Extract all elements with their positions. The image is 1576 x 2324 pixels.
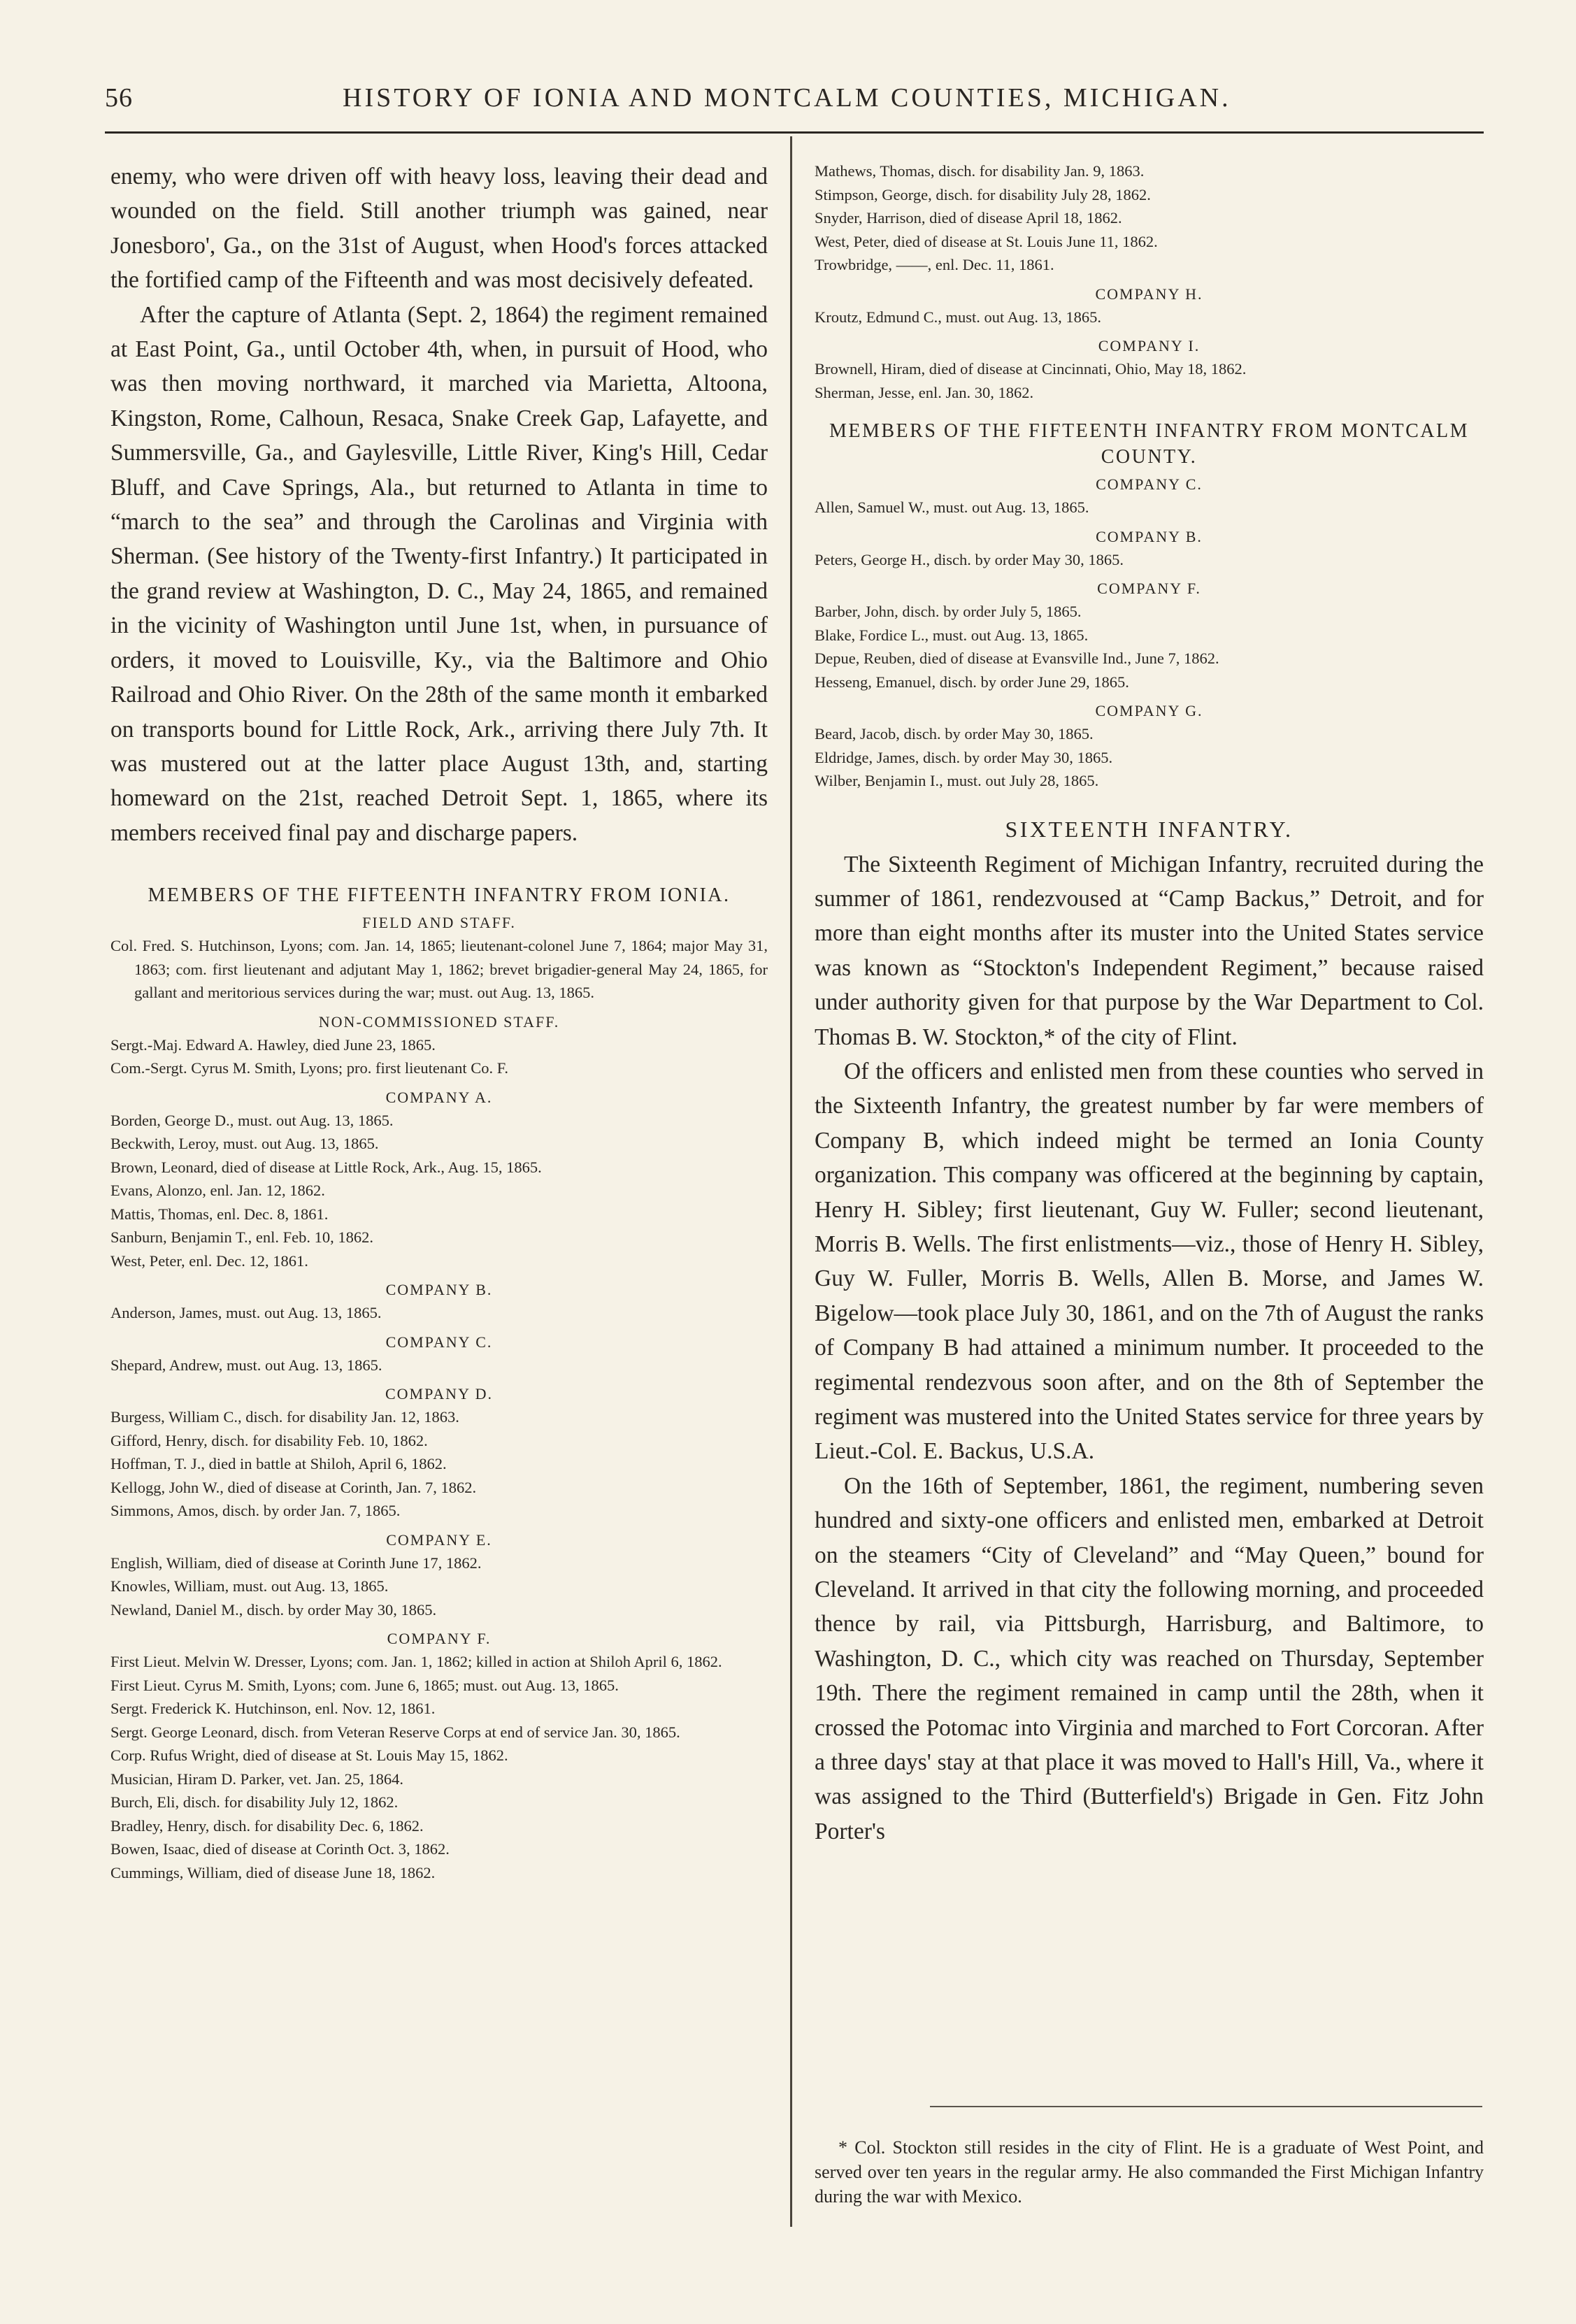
- left-column: [110, 159, 768, 1884]
- roster-entry: Wilber, Benjamin I., must. out July 28, 1865.: [815, 772, 1099, 789]
- company-b-heading: COMPANY B.: [385, 1281, 493, 1299]
- roster-entry: First Lieut. Melvin W. Dresser, Lyons; com. Jan. 1, 1862; killed in action at Shiloh April 6, 1862.: [110, 1653, 722, 1671]
- roster-entry: Cummings, William, died of disease June 18, 1862.: [110, 1863, 436, 1881]
- roster-entry: Hoffman, T. J., died in battle at Shiloh, April 6, 1862.: [110, 1455, 447, 1473]
- roster-entry: Bowen, Isaac, died of disease at Corinth Oct. 3, 1862.: [110, 1840, 450, 1858]
- column-divider: [790, 136, 792, 2227]
- page-number: 56: [105, 83, 133, 113]
- roster-entry: Allen, Samuel W., must. out Aug. 13, 1865.: [815, 498, 1089, 516]
- m-company-g-heading: COMPANY G.: [1095, 702, 1203, 719]
- roster-entry: Newland, Daniel M., disch. by order May 30, 1865.: [110, 1600, 437, 1619]
- body-paragraph: Of the officers and enlisted men from these counties who served in the Sixteenth Infantry, the greatest number by far were members of Company B, which indeed might be termed an Ionia County organization. This company was officered at the beginning by captain, Henry H. Sibley; first lieutenant, Guy W. Fuller; second lieutenant, Morris B. Wells. The first enlistments—viz., those of Henry H. Sibley, Guy W. Fuller, Morris B. Wells, Allen B. Morse, and James W. Bigelow—took place July 30, 1861, and on the 7th of August the ranks of Company B had attained a minimum number. It proceeded to the regimental rendezvous soon after, and on the 8th of September the regiment was mustered into the United States service for three years by Lieut.-Col. E. Backus, U.S.A.: [815, 1058, 1484, 1465]
- roster-entry: Brown, Leonard, died of disease at Little Rock, Ark., Aug. 15, 1865.: [110, 1158, 542, 1176]
- roster-entry: Evans, Alonzo, enl. Jan. 12, 1862.: [110, 1182, 325, 1200]
- ionia-roster-heading: MEMBERS OF THE FIFTEENTH INFANTRY FROM IONIA.: [148, 884, 731, 907]
- footnote: * Col. Stockton still resides in the city of Flint. He is a graduate of West Point, and served over ten years in the regular army. He also commanded the First Michigan Infantry during the war with Mexico.: [815, 2137, 1484, 2207]
- roster-entry: Mathews, Thomas, disch. for disability Jan. 9, 1863.: [815, 162, 1145, 180]
- roster-entry: Depue, Reuben, died of disease at Evansville Ind., June 7, 1862.: [815, 650, 1219, 667]
- roster-entry: Anderson, James, must. out Aug. 13, 1865.: [110, 1304, 382, 1322]
- company-a-heading: COMPANY A.: [385, 1088, 493, 1106]
- body-paragraph: The Sixteenth Regiment of Michigan Infantry, recruited during the summer of 1861, rendezvoused at “Camp Backus,” Detroit, and for more than eight months after its muster into the United States service was known as “Stockton's Independent Regiment,” because raised under authority given for that purpose by the War Department to Col. Thomas B. W. Stockton,* of the city of Flint.: [815, 851, 1484, 1050]
- roster-entry: Kellogg, John W., died of disease at Corinth, Jan. 7, 1862.: [110, 1478, 477, 1496]
- roster-entry: Kroutz, Edmund C., must. out Aug. 13, 1865.: [815, 308, 1101, 326]
- roster-entry: Peters, George H., disch. by order May 30, 1865.: [815, 550, 1124, 568]
- m-company-c-heading: COMPANY C.: [1096, 475, 1203, 493]
- roster-entry: Trowbridge, ——, enl. Dec. 11, 1861.: [815, 256, 1054, 273]
- roster-entry: Borden, George D., must. out Aug. 13, 1865.: [110, 1111, 394, 1129]
- roster-entry: Beard, Jacob, disch. by order May 30, 1865.: [815, 725, 1094, 743]
- roster-entry: English, William, died of disease at Corinth June 17, 1862.: [110, 1554, 482, 1572]
- company-h-heading: COMPANY H.: [1095, 285, 1203, 303]
- roster-entry: Gifford, Henry, disch. for disability Feb. 10, 1862.: [110, 1431, 428, 1449]
- company-d-heading: COMPANY D.: [385, 1385, 494, 1403]
- roster-entry: Mattis, Thomas, enl. Dec. 8, 1861.: [110, 1205, 329, 1223]
- roster-entry: Snyder, Harrison, died of disease April 18, 1862.: [815, 209, 1122, 227]
- company-c-heading: COMPANY C.: [385, 1333, 493, 1351]
- roster-entry: Com.-Sergt. Cyrus M. Smith, Lyons; pro. first lieutenant Co. F.: [110, 1059, 509, 1077]
- sixteenth-infantry-heading: SIXTEENTH INFANTRY.: [1005, 816, 1294, 842]
- body-paragraph: On the 16th of September, 1861, the regiment, numbering seven hundred and sixty-one officers and enlisted men, embarked at Detroit on the steamers “City of Cleveland” and “May Queen,” bound for Cleveland. It arrived in that city the following morning, and proceeded thence by rail, via Pittsburgh, Harrisburg, and Baltimore, to Washington, D. C., which city was reached on Thursday, September 19th. There the regiment remained in camp until the 28th, when it crossed the Potomac into Virginia and marched to Fort Corcoran. After a three days' stay at that place it was moved to Hall's Hill, Va., where it was assigned to the Third (Butterfield's) Brigade in Gen. Fitz John Porter's: [815, 1472, 1484, 1844]
- roster-entry: Sanburn, Benjamin T., enl. Feb. 10, 1862.: [110, 1228, 374, 1247]
- roster-entry: West, Peter, enl. Dec. 12, 1861.: [110, 1251, 308, 1270]
- roster-entry: Eldridge, James, disch. by order May 30, 1865.: [815, 748, 1113, 766]
- roster-entry: Simmons, Amos, disch. by order Jan. 7, 1865.: [110, 1502, 401, 1520]
- roster-entry: Knowles, William, must. out Aug. 13, 1865.: [110, 1577, 389, 1595]
- page-header: [0, 0, 1576, 140]
- roster-entry: Stimpson, George, disch. for disability July 28, 1862.: [815, 185, 1151, 203]
- roster-entry: Hesseng, Emanuel, disch. by order June 29, 1865.: [815, 673, 1129, 691]
- roster-entry: First Lieut. Cyrus M. Smith, Lyons; com. June 6, 1865; must. out Aug. 13, 1865.: [110, 1676, 619, 1694]
- roster-entry: Musician, Hiram D. Parker, vet. Jan. 25, 1864.: [110, 1770, 404, 1788]
- roster-entry: Burgess, William C., disch. for disability Jan. 12, 1863.: [110, 1408, 459, 1426]
- roster-entry: Bradley, Henry, disch. for disability Dec. 6, 1862.: [110, 1816, 424, 1835]
- roster-entry: Blake, Fordice L., must. out Aug. 13, 1865.: [815, 626, 1089, 644]
- roster-entry: Sergt. George Leonard, disch. from Veteran Reserve Corps at end of service Jan. 30, 1865.: [110, 1723, 680, 1741]
- m-company-b-heading: COMPANY B.: [1096, 527, 1203, 545]
- roster-entry: Corp. Rufus Wright, died of disease at St. Louis May 15, 1862.: [110, 1746, 508, 1765]
- body-paragraph: enemy, who were driven off with heavy loss, leaving their dead and wounded on the field. Still another triumph was gained, near Jonesboro', Ga., on the 31st of August, when Hood's forces attacked the fortified camp of the Fifteenth and was most decisively defeated.: [110, 164, 768, 294]
- roster-entry: Sergt. Frederick K. Hutchinson, enl. Nov. 12, 1861.: [110, 1700, 436, 1718]
- company-f-heading: COMPANY F.: [387, 1630, 492, 1648]
- running-title: HISTORY OF IONIA AND MONTCALM COUNTIES, MICHIGAN.: [343, 83, 1231, 113]
- roster-entry: Barber, John, disch. by order July 5, 1865.: [815, 603, 1082, 620]
- m-company-f-heading: COMPANY F.: [1097, 580, 1201, 597]
- right-column: [815, 159, 1484, 1849]
- roster-entry: Beckwith, Leroy, must. out Aug. 13, 1865.: [110, 1135, 379, 1153]
- roster-entry: Col. Fred. S. Hutchinson, Lyons; com. Jan. 14, 1865; lieutenant-colonel June 7, 1864; major May 31, 1863; com. first lieutenant and adjutant May 1, 1862; brevet brigadier-general May 24, 1865, for gallant and meritorious services during the war; must. out Aug. 13, 1865.: [110, 937, 768, 1002]
- roster-entry: Shepard, Andrew, must. out Aug. 13, 1865.: [110, 1356, 382, 1374]
- noncom-staff-heading: NON-COMMISSIONED STAFF.: [318, 1012, 560, 1031]
- roster-entry: Burch, Eli, disch. for disability July 12, 1862.: [110, 1793, 399, 1812]
- roster-entry: West, Peter, died of disease at St. Louis June 11, 1862.: [815, 232, 1158, 250]
- company-e-heading: COMPANY E.: [386, 1530, 492, 1549]
- field-staff-heading: FIELD AND STAFF.: [362, 914, 516, 932]
- company-i-heading: COMPANY I.: [1098, 337, 1201, 354]
- footnote-rule: [930, 2106, 1482, 2107]
- roster-entry: Sherman, Jesse, enl. Jan. 30, 1862.: [815, 383, 1034, 401]
- body-paragraph: After the capture of Atlanta (Sept. 2, 1864) the regiment remained at East Point, Ga., until October 4th, when, in pursuit of Hood, who was then moving northward, it marched via Marietta, Altoona, Kingston, Rome, Calhoun, Resaca, Snake Creek Gap, Lafayette, and Summersville, Ga., and Gaylesville, Little River, King's Hill, Cedar Bluff, and Cave Springs, Ala., but returned to Atlanta in time to “march to the sea” and through the Carolinas and Virginia with Sherman. (See history of the Twenty-first Infantry.) It participated in the grand review at Washington, D. C., May 24, 1865, and remained in the vicinity of Washington until June 1st, when, in pursuance of orders, it moved to Louisville, Ky., via the Baltimore and Ohio Railroad and Ohio River. On the 28th of the same month it embarked on transports bound for Little Rock, Ark., arriving there July 7th. It was mustered out at the latter place August 13th, and, starting homeward on the 21st, reached Detroit Sept. 1, 1865, where its members received final pay and discharge papers.: [110, 301, 768, 846]
- roster-entry: Sergt.-Maj. Edward A. Hawley, died June 23, 1865.: [110, 1035, 436, 1054]
- montcalm-roster-heading: MEMBERS OF THE FIFTEENTH INFANTRY FROM MONTCALM COUNTY.: [829, 420, 1470, 468]
- header-rule: [105, 131, 1484, 134]
- roster-entry: Brownell, Hiram, died of disease at Cincinnati, Ohio, May 18, 1862.: [815, 360, 1247, 378]
